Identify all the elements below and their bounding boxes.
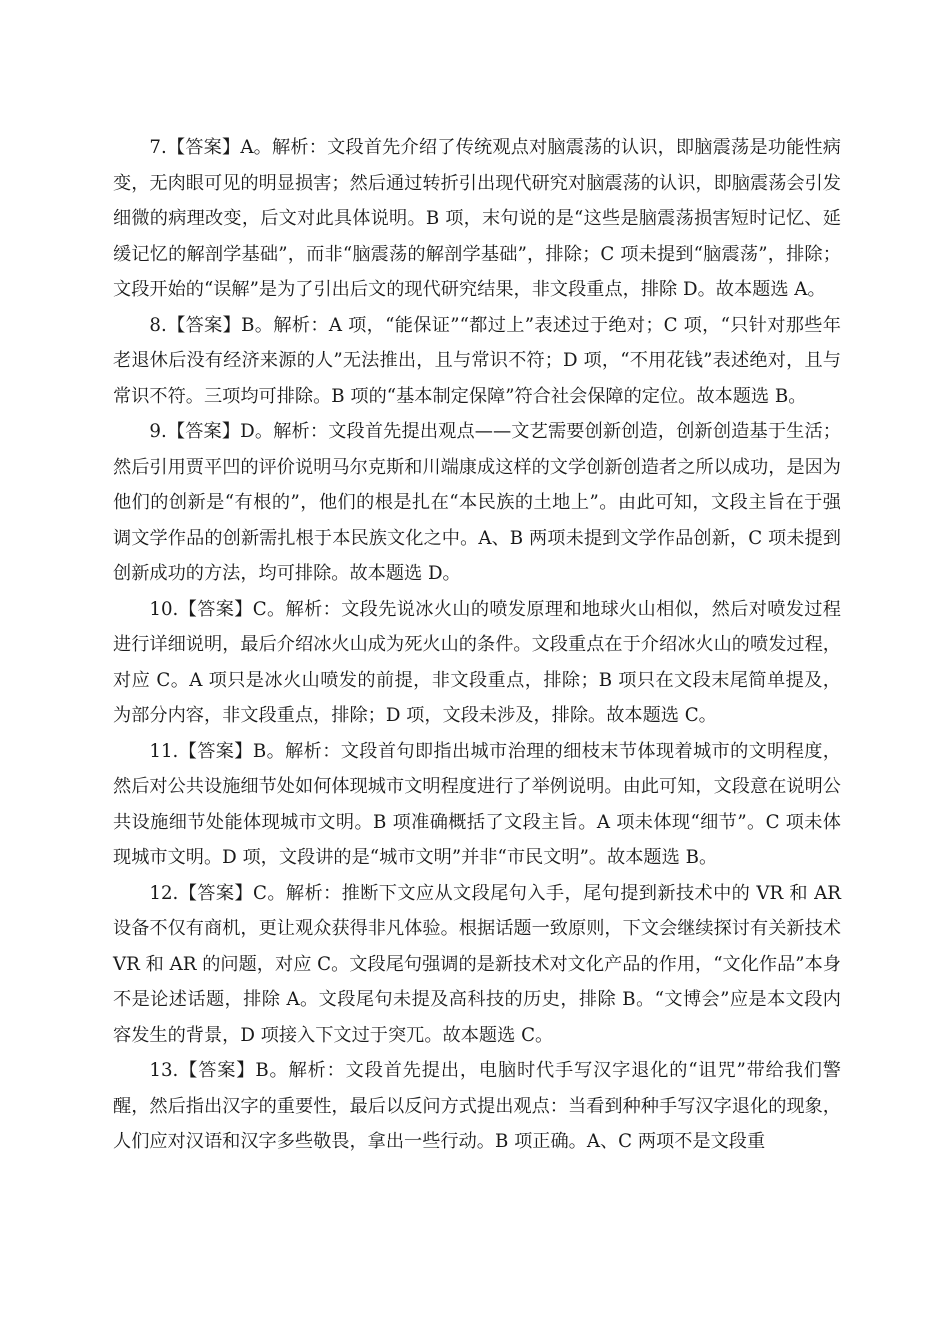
question-number: 7. [149, 137, 167, 158]
explanation-10 [113, 592, 841, 734]
explanation-text: 解析：文段首先介绍了传统观点对脑震荡的认识，即脑震荡是功能性病变，无肉眼可见的明显损害；然后通过转折引出现代研究对脑震荡的认识，即脑震荡会引发细微的病理改变，后文对此具体说明。B 项，末句说的是“这些是脑震荡损害短时记忆、延缓记忆的解剖学基础”，而非“脑震荡的解剖学基础”，排除；C 项未提到“脑震荡”，排除；文段开始的“误解”是为了引出后文的现代研究结果，非文段重点，排除 D。故本题选 A。 [113, 137, 841, 300]
explanation-text: 解析：推断下文应从文段尾句入手，尾句提到新技术中的 VR 和 AR 设备不仅有商机，更让观众获得非凡体验。根据话题一致原则，下文会继续探讨有关新技术 VR 和 AR 的问题，对应 C。文段尾句强调的是新技术对文化产品的作用，“文化作品”本身不是论述话题，排除 A。文段尾句未提及高科技的历史，排除 B。“文博会”应是本文段内容发生的背景，D 项接入下文过于突兀。故本题选 C。 [113, 882, 841, 1046]
answer-label: 【答案】B。 [166, 314, 274, 336]
explanation-text: 解析：A 项，“能保证”“都过上”表述过于绝对；C 项，“只针对那些年老退休后没有经济来源的人”无法推出，且与常识不符；D 项，“不用花钱”表述绝对，且与常识不符。三项均可排除。B 项的“基本制定保障”符合社会保障的定位。故本题选 B。 [113, 314, 841, 407]
question-number: 13. [149, 1060, 179, 1081]
answer-label: 【答案】A。 [166, 137, 273, 158]
question-number: 10. [149, 598, 179, 620]
question-number: 9. [149, 421, 167, 442]
answer-label: 【答案】B。 [178, 740, 286, 762]
explanation-text: 解析：文段首先提出观点——文艺需要创新创造，创新创造基于生活；然后引用贾平凹的评价说明马尔克斯和川端康成这样的文学创新创造者之所以成功，是因为他们的创新是“有根的”，他们的根是扎在“本民族的土地上”。由此可知，文段主旨在于强调文学作品的创新需扎根于本民族文化之中。A、B 两项未提到文学作品创新，C 项未提到创新成功的方法，均可排除。故本题选 D。 [113, 421, 841, 584]
answer-label: 【答案】B。 [178, 1060, 289, 1081]
question-number: 12. [149, 882, 179, 904]
explanation-11 [113, 734, 841, 876]
explanation-12 [113, 876, 841, 1054]
explanation-8 [113, 308, 841, 415]
explanation-text: 解析：文段首句即指出城市治理的细枝末节体现着城市的文明程度，然后对公共设施细节处如何体现城市文明程度进行了举例说明。由此可知，文段意在说明公共设施细节处能体现城市文明。B 项准确概括了文段主旨。A 项未体现“细节”。C 项未体现城市文明。D 项，文段讲的是“城市文明”并非“市民文明”。故本题选 B。 [113, 740, 841, 868]
explanation-9 [113, 414, 841, 592]
explanation-7 [113, 130, 841, 308]
explanation-text: 解析：文段先说冰火山的喷发原理和地球火山相似，然后对喷发过程进行详细说明，最后介绍冰火山成为死火山的条件。文段重点在于介绍冰火山的喷发过程，对应 C。A 项只是冰火山喷发的前提，非文段重点，排除；B 项只在文段末尾简单提及，为部分内容，非文段重点，排除；D 项，文段未涉及，排除。故本题选 C。 [113, 598, 841, 726]
answer-label: 【答案】D。 [166, 421, 274, 442]
question-number: 8. [149, 314, 167, 336]
explanation-text: 解析：文段首先提出，电脑时代手写汉字退化的“诅咒”带给我们警醒，然后指出汉字的重要性，最后以反问方式提出观点：当看到种种手写汉字退化的现象，人们应对汉语和汉字多些敬畏，拿出一些行动。B 项正确。A、C 两项不是文段重 [113, 1060, 841, 1152]
answer-label: 【答案】C。 [178, 882, 286, 904]
question-number: 11. [149, 740, 179, 762]
explanation-13 [113, 1053, 841, 1160]
answer-label: 【答案】C。 [178, 598, 286, 620]
answer-explanations [113, 130, 841, 1160]
